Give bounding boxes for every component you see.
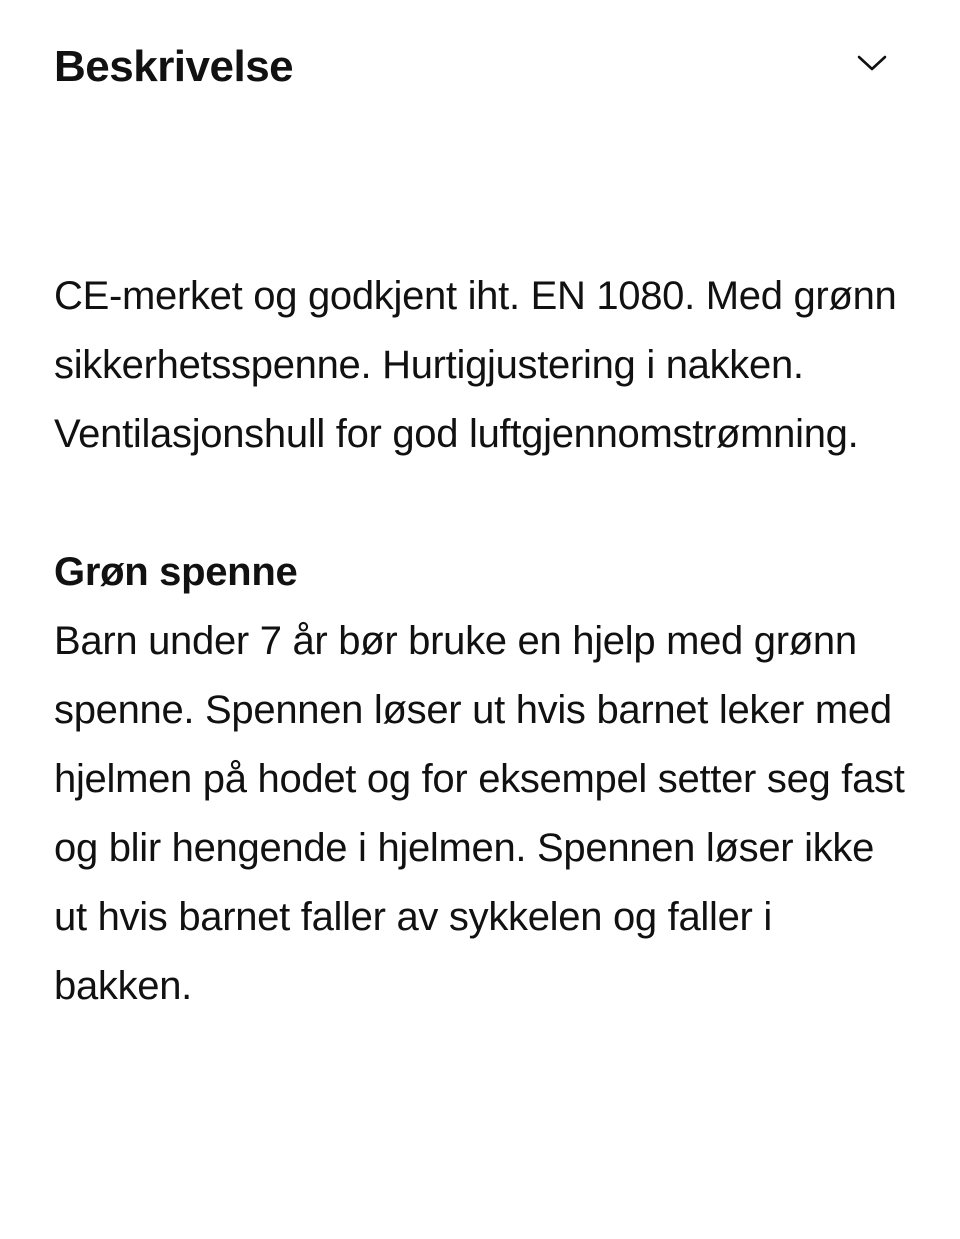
accordion-title: Beskrivelse [54, 42, 294, 91]
accordion-header[interactable] [54, 32, 906, 102]
intro-paragraph: CE-merket og godkjent iht. EN 1080. Med grønn sikkerhetsspenne. Hurtigjustering i nakken. Ventilasjonshull for god luftgjennomstrømning. [54, 274, 897, 456]
chevron-down-icon[interactable] [852, 43, 892, 83]
body-paragraph: Barn under 7 år bør bruke en hjelp med grønn spenne. Spennen løser ut hvis barnet leker med hjelmen på hodet og for eksempel setter seg fast og blir hengende i hjelmen. Spennen løser ikke ut hvis barnet faller av sykkelen og faller i bakken. [54, 619, 905, 1008]
section-subheading: Grøn spenne [54, 550, 298, 594]
accordion-content [54, 262, 914, 1021]
